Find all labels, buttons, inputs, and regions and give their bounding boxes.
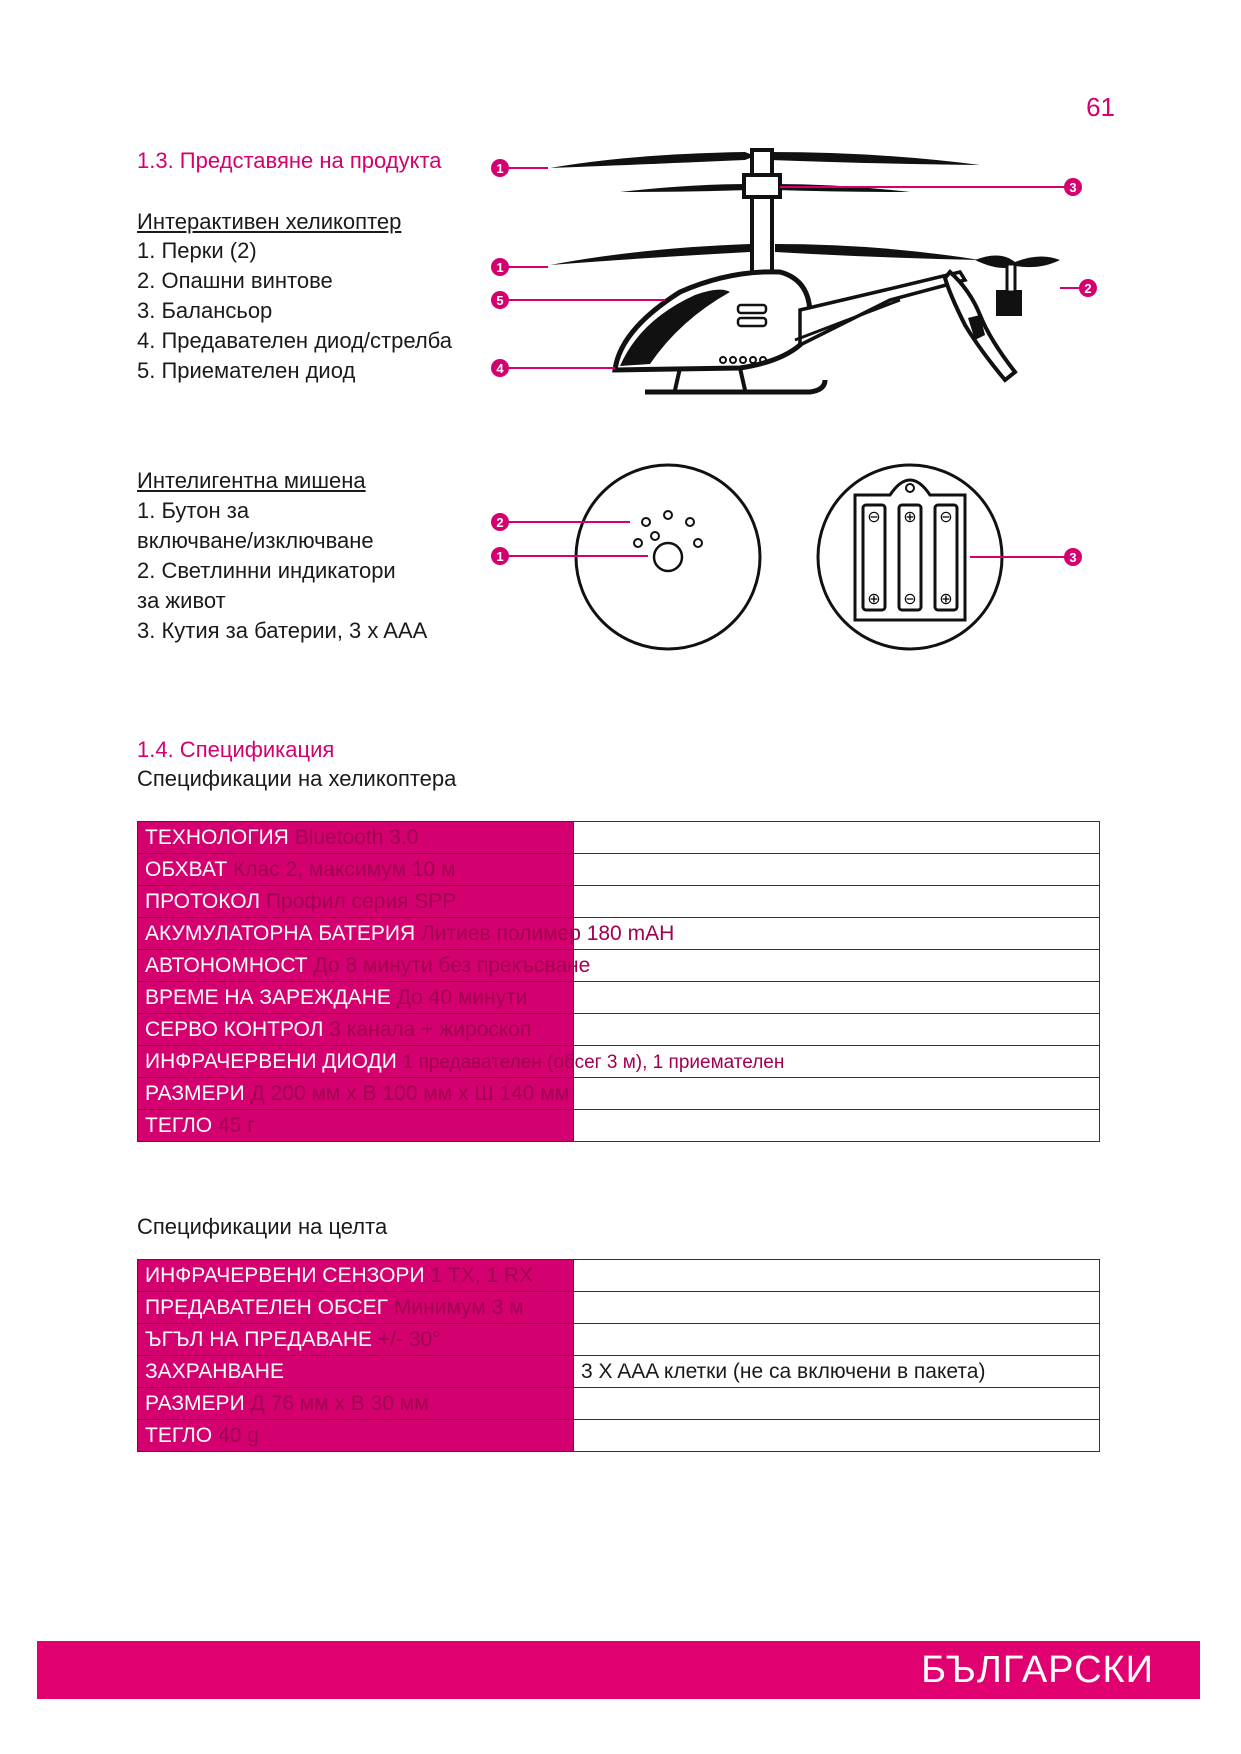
minus-icon: ⊖: [903, 591, 917, 608]
table-row: [138, 1388, 1100, 1420]
target-heading: Интелигентна мишена: [137, 468, 366, 493]
lower-rotor-left: [550, 244, 750, 265]
rotor-hub: [744, 175, 780, 197]
spec-value-cell: [574, 1420, 1100, 1452]
table-row: [138, 950, 1100, 982]
callout-number: 3: [1069, 550, 1077, 565]
helicopter-specs-subtitle: Спецификации на хеликоптера: [137, 766, 457, 791]
page-number: 61: [1086, 92, 1115, 122]
spec-value-cell: [574, 1260, 1100, 1292]
spec-value-cell: 3 X AAA клетки (не са включени в пакета): [574, 1356, 1100, 1388]
plus-icon: ⊕: [903, 509, 917, 526]
table-row: [138, 1078, 1100, 1110]
table-row: [138, 1356, 1100, 1388]
table-row: [138, 854, 1100, 886]
lower-rotor-right: [775, 244, 980, 260]
spec-value-cell: [574, 1078, 1100, 1110]
callout-badge: [491, 291, 509, 309]
spec-label-cell: ИНФРАЧЕРВЕНИ ДИОДИ 1 предавателен (обсег 3 м), 1 приемателен: [138, 1046, 574, 1078]
callout-number: 1: [496, 161, 504, 176]
callout-number: 4: [496, 361, 504, 376]
spec-value-cell: [574, 1324, 1100, 1356]
list-item: за живот: [137, 588, 226, 613]
callout-number: 5: [496, 293, 504, 308]
tail-rotor: [975, 255, 1060, 268]
table-row: [138, 1260, 1100, 1292]
spec-label-cell: РАЗМЕРИ Д 200 мм x В 100 мм x Ш 140 мм: [138, 1078, 574, 1110]
list-item: 5. Приемателен диод: [137, 358, 356, 383]
footer-band: [37, 1641, 1200, 1699]
minus-icon: ⊖: [939, 509, 953, 526]
table-row: [138, 918, 1100, 950]
rotor-mast: [752, 150, 772, 290]
spec-label-cell: АКУМУЛАТОРНА БАТЕРИЯ Литиев полимер 180 mAH: [138, 918, 574, 950]
list-item: 1. Бутон за: [137, 498, 250, 523]
list-item: 2. Светлинни индикатори: [137, 558, 396, 583]
upper-rotor-left: [550, 152, 755, 168]
callout-badge: [491, 159, 509, 177]
list-item: 3. Кутия за батерии, 3 x AAA: [137, 618, 428, 643]
target-spec-table: [137, 1259, 1100, 1452]
callout-number: 2: [496, 515, 504, 530]
landing-skid: [645, 380, 825, 392]
spec-value-cell: [574, 822, 1100, 854]
callout-badge: [491, 547, 509, 565]
callout-number: 3: [1069, 180, 1077, 195]
spec-label-cell: ВРЕМЕ НА ЗАРЕЖДАНЕ До 40 минути: [138, 982, 574, 1014]
list-item: 1. Перки (2): [137, 238, 257, 263]
spec-label-cell: ТЕГЛО 45 г: [138, 1110, 574, 1142]
skid-strut: [740, 368, 745, 390]
spec-value-cell: [574, 854, 1100, 886]
spec-label-cell: ПРЕДАВАТЕЛЕН ОБСЕГ Минимум 3 м: [138, 1292, 574, 1324]
list-item: 3. Балансьор: [137, 298, 273, 323]
helicopter-illustration: [480, 140, 1120, 420]
footer-language: БЪЛГАРСКИ: [921, 1649, 1154, 1691]
table-row: [138, 1110, 1100, 1142]
spec-label-cell: ТЕГЛО 40 g: [138, 1420, 574, 1452]
upper-rotor-right: [770, 152, 980, 165]
callout-badge: [1064, 178, 1082, 196]
callout-number: 1: [496, 549, 504, 564]
tail-motor: [996, 290, 1022, 316]
callout-badge: [1079, 279, 1097, 297]
list-item: 4. Предавателен диод/стрелба: [137, 328, 453, 353]
spec-value-cell: [574, 1292, 1100, 1324]
callout-badge: [491, 513, 509, 531]
table-row: [138, 1420, 1100, 1452]
callout-badge: [491, 258, 509, 276]
callout-badge: [491, 359, 509, 377]
spec-label-cell: ЪГЪЛ НА ПРЕДАВАНЕ +/- 30°: [138, 1324, 574, 1356]
section-14-title: 1.4. Спецификация: [137, 737, 335, 762]
spec-value-cell: [574, 950, 1100, 982]
table-row: [138, 1292, 1100, 1324]
callout-number: 1: [496, 260, 504, 275]
spec-value-cell: [574, 886, 1100, 918]
spec-value-cell: [574, 1388, 1100, 1420]
power-button: [654, 543, 682, 571]
spec-label-cell: АВТОНОМНОСТ До 8 минути без прекъсване: [138, 950, 574, 982]
spec-label-cell: ИНФРАЧЕРВЕНИ СЕНЗОРИ 1 TX, 1 RX: [138, 1260, 574, 1292]
helicopter-heading: Интерактивен хеликоптер: [137, 209, 402, 234]
balancer-left: [620, 184, 750, 192]
spec-label-cell: ПРОТОКОЛ Профил серия SPP: [138, 886, 574, 918]
tail-rotor-shaft: [1007, 264, 1015, 292]
spec-label-cell: ТЕХНОЛОГИЯ Bluetooth 3.0: [138, 822, 574, 854]
list-item: 2. Опашни винтове: [137, 268, 333, 293]
plus-icon: ⊕: [939, 591, 953, 608]
spec-label-cell: ОБХВАТ Клас 2, максимум 10 м: [138, 854, 574, 886]
spec-label-cell: РАЗМЕРИ Д 76 мм x В 30 мм: [138, 1388, 574, 1420]
plus-icon: ⊕: [867, 591, 881, 608]
table-row: [138, 1014, 1100, 1046]
table-row: [138, 886, 1100, 918]
target-specs-subtitle: Спецификации на целта: [137, 1214, 388, 1239]
table-row: [138, 1324, 1100, 1356]
spec-value-cell: [574, 982, 1100, 1014]
table-row: [138, 822, 1100, 854]
table-row: [138, 982, 1100, 1014]
section-13-title: 1.3. Представяне на продукта: [137, 148, 442, 173]
spec-value-cell: [574, 1014, 1100, 1046]
helicopter-parts-list: [137, 236, 452, 386]
target-illustration: [480, 460, 1120, 660]
spec-label-cell: ЗАХРАНВАНЕ: [138, 1356, 574, 1388]
spec-label-cell: СЕРВО КОНТРОЛ 3 канала + жироскоп: [138, 1014, 574, 1046]
callout-number: 2: [1084, 281, 1092, 296]
target-parts-list: [137, 496, 427, 646]
table-row: [138, 1046, 1100, 1078]
spec-value-cell: [574, 1110, 1100, 1142]
list-item: включване/изключване: [137, 528, 374, 553]
helicopter-spec-table: [137, 821, 1100, 1142]
callout-badge: [1064, 548, 1082, 566]
tail-boom: [800, 272, 965, 345]
minus-icon: ⊖: [867, 509, 881, 526]
